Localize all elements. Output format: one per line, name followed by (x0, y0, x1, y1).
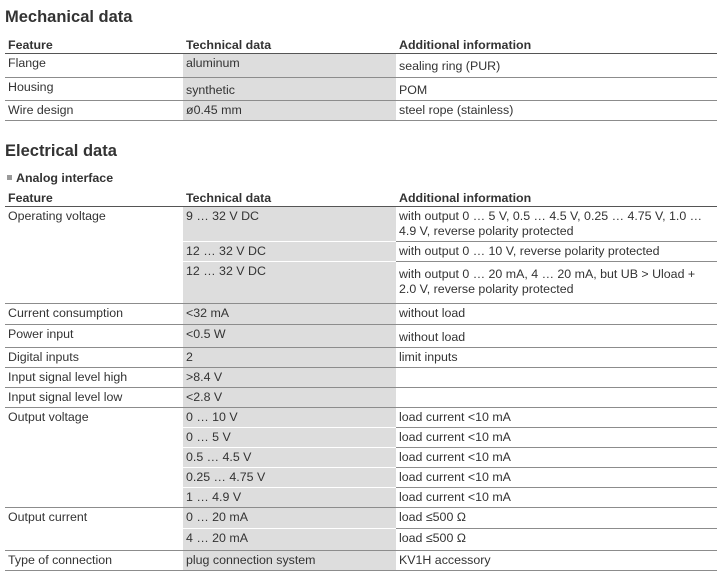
mechanical-data-heading: Mechanical data (5, 8, 133, 26)
table-row (5, 408, 717, 428)
info-cell: with output 0 … 5 V, 0.5 … 4.5 V, 0.25 … 4.75 V, 1.0 … 4.9 V, reverse polarity protected (396, 207, 717, 242)
tech-cell: synthetic (183, 78, 396, 101)
feature-cell: Input signal level high (5, 368, 183, 388)
table-row (5, 78, 717, 101)
tech-cell: 0 … 10 V (183, 408, 396, 428)
info-cell: load ≤500 Ω (396, 508, 717, 529)
col-header-additional-info: Additional information (396, 189, 717, 207)
analog-interface-subheading (7, 171, 113, 185)
table-row (5, 54, 717, 78)
electrical-data-table (5, 189, 717, 571)
tech-cell: aluminum (183, 54, 396, 78)
tech-cell: <2.8 V (183, 388, 396, 408)
feature-cell: Output current (5, 508, 183, 551)
feature-cell: Current consumption (5, 304, 183, 325)
table-row (5, 551, 717, 571)
info-cell: without load (396, 325, 717, 348)
electrical-data-heading: Electrical data (5, 142, 117, 160)
table-row (5, 388, 717, 408)
info-cell: load current <10 mA (396, 448, 717, 468)
col-header-technical-data: Technical data (183, 189, 396, 207)
table-header-row (5, 189, 717, 207)
info-cell: steel rope (stainless) (396, 101, 717, 121)
feature-cell: Type of connection (5, 551, 183, 571)
info-cell: POM (396, 78, 717, 101)
table-row (5, 325, 717, 348)
tech-cell: 4 … 20 mA (183, 529, 396, 551)
info-cell: with output 0 … 20 mA, 4 … 20 mA, but UB > Uload + 2.0 V, reverse polarity protected (396, 262, 717, 304)
tech-cell: 0.5 … 4.5 V (183, 448, 396, 468)
mechanical-data-table (5, 36, 717, 121)
feature-cell: Wire design (5, 101, 183, 121)
tech-cell: 12 … 32 V DC (183, 262, 396, 304)
tech-cell: 0.25 … 4.75 V (183, 468, 396, 488)
col-header-feature: Feature (5, 189, 183, 207)
col-header-additional-info: Additional information (396, 36, 717, 54)
table-row (5, 101, 717, 121)
tech-cell: ø0.45 mm (183, 101, 396, 121)
info-cell (396, 388, 717, 408)
tech-cell: >8.4 V (183, 368, 396, 388)
tech-cell: 9 … 32 V DC (183, 207, 396, 242)
analog-interface-label: Analog interface (16, 171, 114, 185)
bullet-square-icon (7, 175, 12, 180)
info-cell: load ≤500 Ω (396, 529, 717, 551)
info-cell: limit inputs (396, 348, 717, 368)
info-cell: with output 0 … 10 V, reverse polarity protected (396, 242, 717, 262)
col-header-feature: Feature (5, 36, 183, 54)
table-row (5, 304, 717, 325)
tech-cell: plug connection system (183, 551, 396, 571)
info-cell: KV1H accessory (396, 551, 717, 571)
tech-cell: <0.5 W (183, 325, 396, 348)
info-cell (396, 368, 717, 388)
feature-cell: Digital inputs (5, 348, 183, 368)
tech-cell: 1 … 4.9 V (183, 488, 396, 508)
info-cell: load current <10 mA (396, 468, 717, 488)
info-cell: load current <10 mA (396, 428, 717, 448)
table-row (5, 207, 717, 242)
info-cell: without load (396, 304, 717, 325)
tech-cell: 0 … 20 mA (183, 508, 396, 529)
table-row (5, 348, 717, 368)
col-header-technical-data: Technical data (183, 36, 396, 54)
table-row (5, 508, 717, 529)
table-header-row (5, 36, 717, 54)
feature-cell: Housing (5, 78, 183, 101)
feature-cell: Flange (5, 54, 183, 78)
feature-cell: Input signal level low (5, 388, 183, 408)
info-cell: load current <10 mA (396, 408, 717, 428)
info-cell: sealing ring (PUR) (396, 54, 717, 78)
table-row (5, 368, 717, 388)
feature-cell: Operating voltage (5, 207, 183, 304)
tech-cell: <32 mA (183, 304, 396, 325)
tech-cell: 0 … 5 V (183, 428, 396, 448)
feature-cell: Output voltage (5, 408, 183, 508)
tech-cell: 2 (183, 348, 396, 368)
info-cell: load current <10 mA (396, 488, 717, 508)
feature-cell: Power input (5, 325, 183, 348)
tech-cell: 12 … 32 V DC (183, 242, 396, 262)
